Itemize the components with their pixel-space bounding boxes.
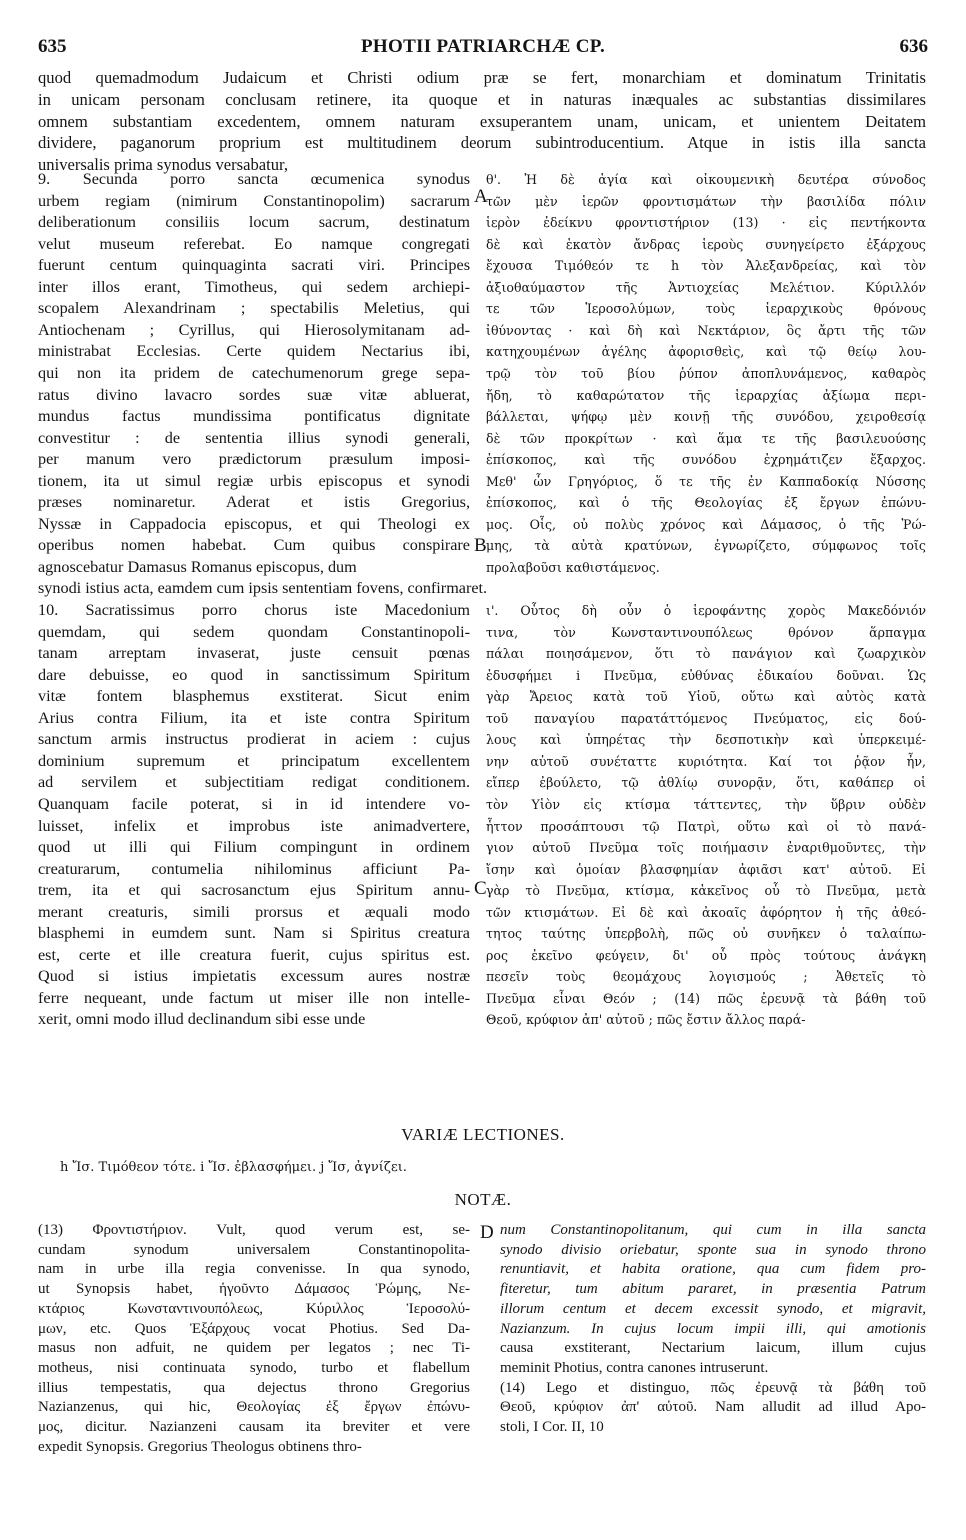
margin-marker: D [480,1222,494,1243]
note-line: expedit Synopsis. Gregorius Theologus obtinens thro- [38,1438,362,1455]
latin-text-line: Quanquam facile poterat, si in id intendere vo- [38,794,470,813]
note-line: (13) Φροντιστήριον. Vult, quod verum est, se- [38,1222,470,1238]
notae-heading: NOTÆ. [454,1190,512,1209]
text-line: quod quemadmodum Judaicum et Christi odium præ se fert, monarchiam et dominatum Trinitatis [38,68,926,87]
latin-text-line: 10. Sacratissimus porro chorus iste Macedonium [38,601,470,619]
margin-marker: C [474,878,487,899]
variae-heading: VARIÆ LECTIONES. [401,1125,565,1144]
latin-text-line: per manum vero prædictorum præsulum imposi- [38,450,470,469]
greek-text-line: νην αὐτοῦ συνέταττε κυριότητα. Καί τοι ῥᾷον ἦν, [486,753,926,769]
note-line: stoli, I Cor. II, 10 [500,1419,604,1435]
greek-text-line: ἔχουσα Τιμόθεόν τε h τὸν Ἀλεξανδρείας, καὶ τὸν [486,258,926,274]
greek-text-line: ἐδυσφήμει i Πνεῦμα, εὐθύνας ἐδικαίου δοῦναι. Ὡς [486,667,926,683]
greek-text-line: κατηχουμένων ἀγέλης ἀφορισθεὶς, καὶ τῷ θείῳ λου- [486,344,926,360]
note-line: κτάριος Κωνσταντινουπόλεως, Κύριλλος Ἱεροσολύ- [38,1300,470,1317]
latin-text-line: xerit, omni modo illud declinandum sibi esse unde [38,1010,366,1029]
greek-text-line: θ'. Ἡ δὲ ἁγία καὶ οἰκουμενικὴ δευτέρα σύνοδος [486,172,926,187]
latin-text-line: trem, ita et qui sacrosanctum ejus Spiritum annu- [38,881,470,900]
greek-text-line: προλαβοῦσι καθιστάμενος. [486,559,660,575]
text-line: in unicam personam conclusam retinere, ita quoque et in naturas inæquales ac substantias dissimilares [38,89,926,109]
greek-text-line: τινα, τὸν Κωνσταντινουπόλεως θρόνον ἅρπαγμα [486,624,926,640]
latin-text-line: qui non ita pridem de catechumenorum grege sepa- [38,363,470,382]
latin-text-line: ad servilem et subjectitiam redigat conditionem. [38,773,470,792]
note-line: synodo divisio oriebatur, sponte sua in synodo throno [500,1241,926,1258]
greek-text-line: τε τῶν Ἱεροσολύμων, τοὺς ἱεραρχικοὺς θρόνους [486,301,926,317]
latin-text-line: præses nominaretur. Aderat et istis Gregorius, [38,493,470,512]
latin-text-line: blasphemi in eumdem sunt. Nam si Spiritus creatura [38,924,470,943]
latin-text-line: merant creaturis, simili prorsus et æquali modo [38,902,470,921]
greek-text-line: γὰρ τὸ Πνεῦμα, κτίσμα, κἀκεῖνος οὗ τὸ Πνεῦμα, μετὰ [486,883,926,899]
latin-text-line: mundus factus mundissima pontificatus dignitate [38,407,470,426]
greek-text-line: εἴπερ ἐβούλετο, τῷ ἀθλίῳ συνορᾷν, ὅτι, καθάπερ οἱ [486,775,926,791]
latin-text-line: urbem regiam (nimirum Constantinopolim) sacrarum [38,191,470,210]
note-line: μος, dicitur. Nazianzeni causam ita breviter et vere [38,1419,470,1435]
note-line: illius tempestatis, qua dejectus throno Gregorius [38,1379,470,1396]
latin-text-line: vitæ fontem blasphemus exstiterat. Sicut enim [38,687,470,706]
greek-text-line: τητος ταύτης ὑπερβολὴ, πῶς οὐ συνῆκεν ὁ ταλαίπω- [486,926,926,942]
greek-text-line: δὲ καὶ ἑκατὸν ἄνδρας ἱεροὺς συνηγείρετο ἐξάρχους [486,236,926,252]
latin-text-line: operibus nomen habebat. Cum quibus conspirare [38,536,470,555]
latin-text-line: Antiochenam ; Cyrillus, qui Hierosolymitanam ad- [38,320,470,339]
latin-text-line: dominium supremum et principatum excellentem [38,751,470,770]
note-line: Θεοῦ, κρύφιον ἀπ' αὐτοῦ. Nam alludit ad illud Apo- [500,1399,926,1416]
greek-text-line: ι'. Οὗτος δὴ οὖν ὁ ἱεροφάντης χορὸς Μακεδόνιόν [486,603,926,618]
greek-text-line: ἰθύνοντας · καὶ δὴ καὶ Νεκτάριον, ὃς ἄρτι τῆς τῶν [486,322,926,338]
note-line: masus non adfuit, ne quidem per legatos ; nec Ti- [38,1340,470,1357]
note-line: (14) Lego et distinguo, πῶς ἐρευνᾷ τὰ βάθη τοῦ [500,1379,926,1396]
greek-text-line: τὸν Υἱὸν εἰς κτίσμα τάττεντες, τὴν ὕβριν οὐδὲν [486,796,926,812]
page-number-right: 636 [899,36,928,57]
greek-text-line: μος. Οἷς, οὐ πολὺς χρόνος καὶ Δάμασος, ὁ τῆς Ῥώ- [486,516,926,532]
latin-text-line: tionem, ita ut simul regiæ urbis episcopus et synodi [38,471,470,490]
latin-text-line: velut museum referebat. Eo namque congregati [38,234,470,253]
greek-text-line: μης, τὰ αὐτὰ κρατύνων, ἐγνωρίζετο, σύμφωνος τοῖς [486,538,926,554]
note-line: Nazianzenus, qui hic, Θεολογίας ἐξ ἔργων ἐπώνυ- [38,1399,470,1416]
latin-text-line: est, certe et ille creatura fuerit, cujus spiritus est. [38,945,470,964]
note-line: num Constantinopolitanum, qui cum in illa sancta [500,1222,926,1238]
latin-text-line: ferre nequeant, unde factum ut miser ille non intelle- [38,988,470,1007]
latin-text-line: dare debuisse, eo quod in sanctissimum Spiritum [38,665,470,684]
note-line: μων, etc. Quos Ἐξάρχους vocat Photius. Sed Da- [38,1320,470,1337]
latin-text-line: creaturarum, contumelia nihilominus afficiunt Pa- [38,859,470,878]
note-line: ut Synopsis habet, ἡγοῦντο Δάμασος Ῥώμης, Νε- [38,1281,470,1298]
note-line: nam in urbe illa regia convenisse. In qua synodo, [38,1261,470,1278]
latin-text-line: ratus divino lavacro sordes suæ vitæ abluerat, [38,385,470,404]
latin-text-line: ministrabat Ecclesias. Certe quidem Nectarius ibi, [38,342,470,361]
greek-text-line: γὰρ Ἄρειος κατὰ τοῦ Υἱοῦ, οὕτω καὶ αὐτὸς κατὰ [486,689,926,705]
latin-text-line: 9. Secunda porro sancta œcumenica synodus [38,170,470,188]
greek-text-line: τῶν μὲν ἱερῶν φροντισμάτων τὴν βασιλίδα πόλιν [486,193,926,209]
margin-marker: B [474,535,487,556]
greek-text-line: Μεθ' ὧν Γρηγόριος, ὅ τε τῆς ἐν Καππαδοκίᾳ Νύσσης [486,473,926,489]
greek-text-line: τοῦ παναγίου παρατάττόμενος Πνεύματος, εἰς δού- [486,710,926,726]
greek-text-line: ρος ἐκεῖνο φεύγειν, δι' οὗ πρὸς τούτους ἀνάγκη [486,947,926,963]
greek-text-line: Πνεῦμα εἶναι Θεόν ; (14) πῶς ἐρευνᾷ τὰ βάθη τοῦ [486,990,926,1006]
greek-text-line: βάλλεται, ψήφῳ μὲν κοινῇ τῆς συνόδου, χειροθεσίᾳ [486,409,926,425]
latin-text-line: agnoscebatur Damasus Romanus episcopus, dum [38,557,357,576]
running-header [38,36,928,64]
greek-text-line: ἐπίσκοπος, καὶ ὁ τῆς Θεολογίας ἐξ ἔργων ἐπώνυ- [486,495,926,511]
latin-text-line: quod ut illi qui Filium compingunt in ordinem [38,838,470,857]
note-line: causa exstiterant, Nectarium laicum, illum cujus [500,1340,926,1357]
greek-text-line: ἤδη, τὸ καθαρώτατον τῆς ἱεραρχίας ἀξίωμα περι- [486,387,926,403]
greek-text-line: ἐπίσκοπος, καὶ τῆς συνόδου ἐχρημάτιζεν ἔξαρχος. [486,452,926,468]
greek-text-line: τρῷ τὸν τοῦ βίου ῥύπον ἀποπλυνάμενος, καθαρὸς [486,365,926,381]
greek-text-line: τῶν κτισμάτων. Εἰ δὲ καὶ ἀκοαῖς ἀφόρητον ἡ τῆς ἀθεό- [486,904,926,920]
greek-text-line: γιον αὐτοῦ Πνεῦμα τοῖς ποιήμασιν ἐναριθμοῦντες, τὴν [486,840,926,856]
note-line: meminit Photius, contra canones intruserunt. [500,1359,769,1376]
greek-text-line: πάλαι ποιησάμενον, ὅτι τὸ πανάγιον καὶ ζωαρχικὸν [486,646,926,662]
latin-text-line: scopalem Alexandrinam ; spectabilis Meletius, qui [38,299,470,318]
margin-marker: A [474,186,488,207]
page-number-left: 635 [38,36,67,57]
text-line: dividere, paganorum proprium est multitudinem deorum subintroducentium. Atque in istis illa sancta [38,133,926,153]
note-line: motheus, nisi continuata synodo, turbo et flabellum [38,1359,470,1376]
greek-text-line: λους καὶ ὑπηρέτας τὴν δεσποτικὴν καὶ ὑπερκειμέ- [486,732,926,748]
spanning-text-line: synodi istius acta, eamdem cum ipsis sententiam fovens, confirmaret. [38,579,488,598]
latin-text-line: tanam arreptam invaserat, juste censuit pœnas [38,644,470,663]
latin-text-line: deliberationum consiliis locum sacrum, destinatum [38,213,470,232]
greek-text-line: ἴσην καὶ ὁμοίαν βλασφημίαν ἀφιᾶσι κατ' αὐτοῦ. Εἰ [486,861,926,877]
note-line: renuntiavit, et habita oratione, qua cum fidem pro- [500,1261,926,1278]
text-line: omnem substantiam excedentem, omnem naturam exsuperantem unam, unicam, et unientem Deitatem [38,111,926,131]
latin-text-line: Quod si istius impietatis excessum aures nostræ [38,967,470,986]
greek-text-line: ἀξιοθαύμαστον τῆς Ἀντιοχείας Μελέτιον. Κύριλλόν [486,279,926,295]
greek-text-line: πεσεῖν τοὺς θεομάχους λογισμούς ; Ἀθετεῖς τὸ [486,969,926,985]
latin-text-line: convestitur : de sententia illius synodi generali, [38,428,470,447]
latin-text-line: Nyssæ in Cappadocia episcopus, et qui Theologi ex [38,514,470,533]
greek-text-line: ἱερὸν ἐδείκνυ φροντιστήριον (13) · εἰς πεντήκοντα [486,215,926,231]
latin-text-line: Arius contra Filium, ita et iste contra Spiritum [38,708,470,727]
latin-text-line: quemdam, qui sedem quondam Constantinopoli- [38,622,470,641]
note-line: illorum centum et decem excessit synodo, et migravit, [500,1300,926,1317]
greek-text-line: ἧττον προσάπτουσι τῷ Πατρὶ, οὕτω καὶ οἱ τὸ πανά- [486,818,926,834]
text-line: universalis prima synodus versabatur, [38,155,289,175]
latin-text-line: luisset, infelix et improbus iste animadvertere, [38,816,470,835]
greek-text-line: Θεοῦ, κρύφιον ἀπ' αὐτοῦ ; πῶς ἔστιν ἄλλος παρά- [486,1012,806,1028]
note-line: cundam synodum universalem Constantinopolita- [38,1241,470,1258]
greek-text-line: δὲ τῶν προκρίτων · καὶ ἅμα τε τῆς βασιλευούσης [486,430,926,446]
latin-text-line: inter illos erant, Timotheus, qui sedem archiepi- [38,277,470,296]
latin-text-line: fuerunt centum quinquaginta sacrati viri. Principes [38,256,470,275]
variae-lectiones: h Ἴσ. Τιμόθεον τότε. i Ἴσ. ἐβλασφήμει. j Ἴσ, ἀγνίζει. [60,1160,407,1175]
latin-text-line: sanctum armis instructus prodierat in aciem : cujus [38,730,470,749]
note-line: fiteretur, tum abitum pararet, in præsentia Patrum [500,1281,926,1298]
note-line: Nazianzum. In cujus locum impii illi, qui amotionis [500,1320,926,1337]
running-title: PHOTII PATRIARCHÆ CP. [361,36,605,57]
